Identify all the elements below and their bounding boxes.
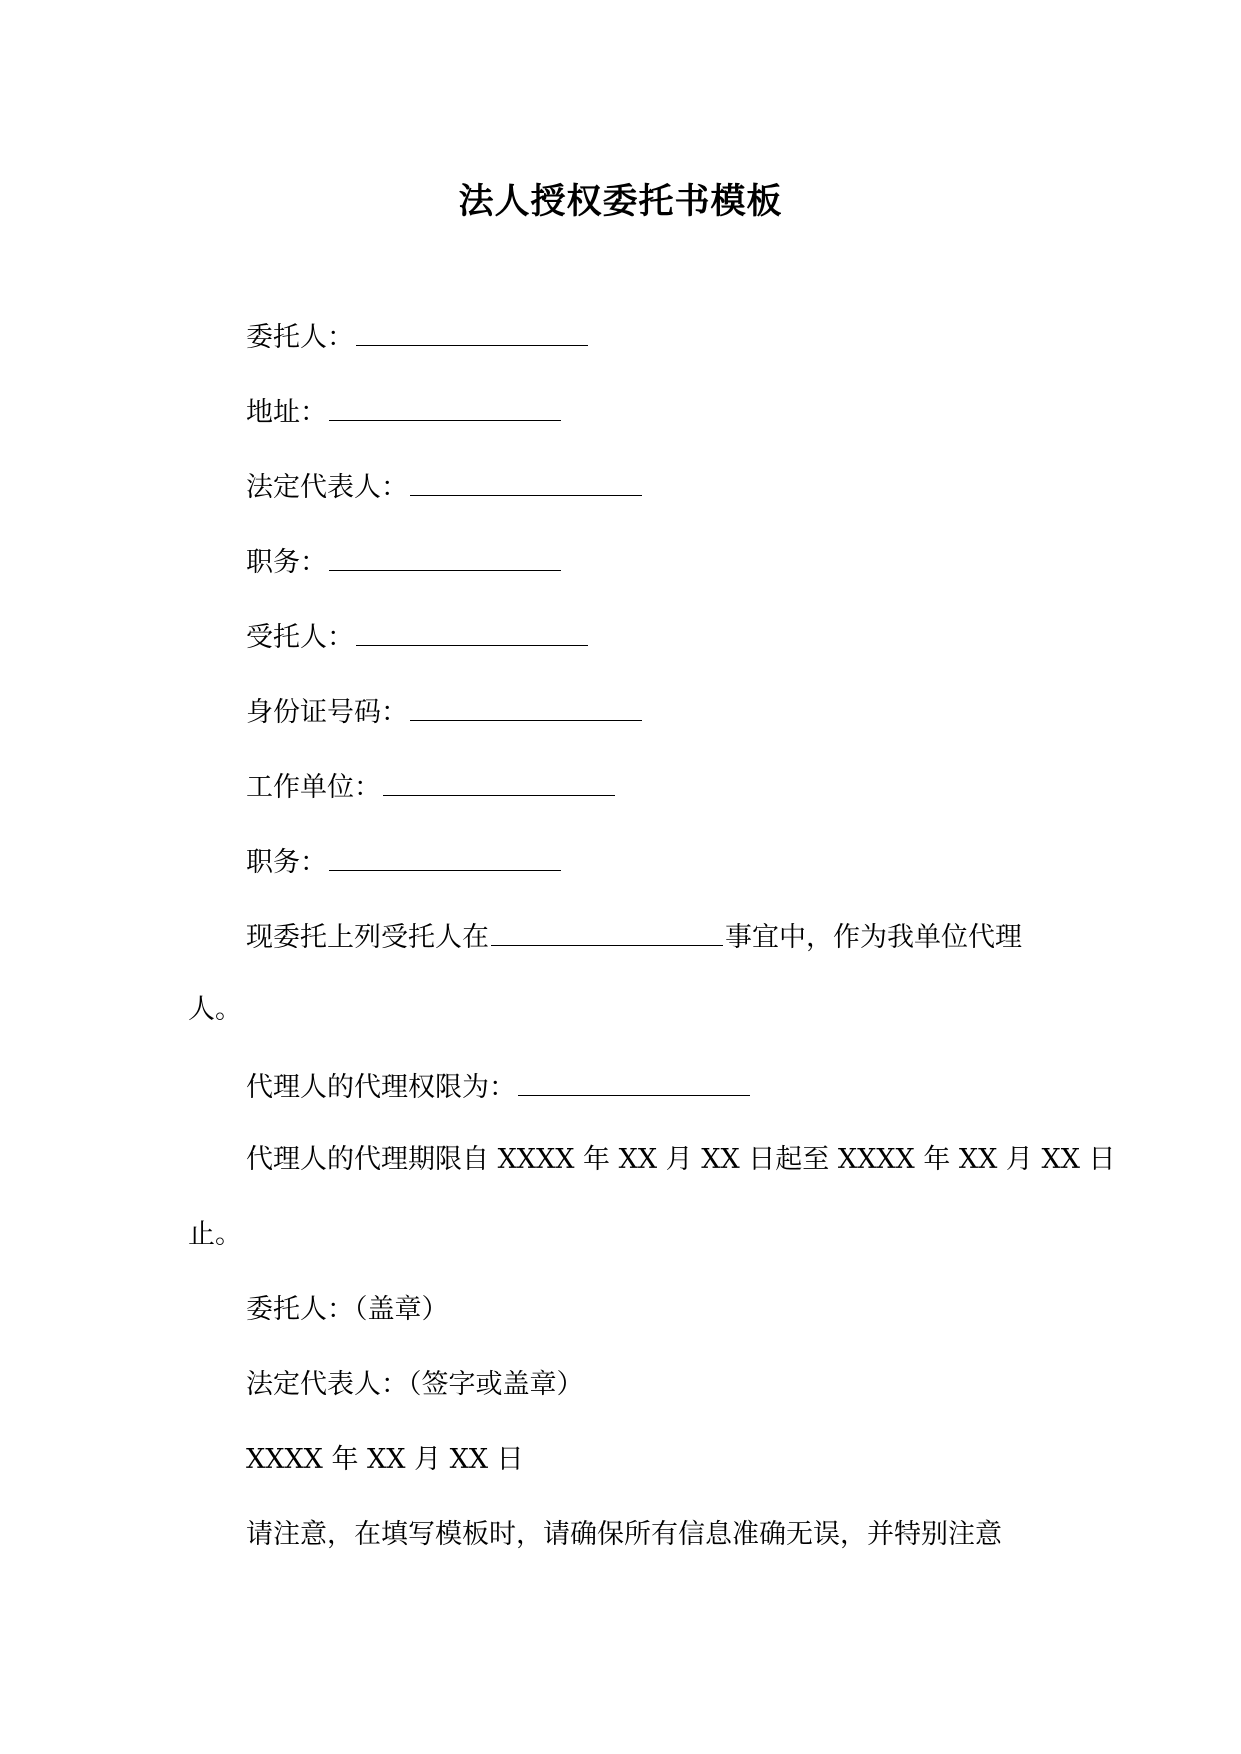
field-id-number	[246, 690, 644, 733]
field-work-unit	[246, 765, 617, 808]
field-label: 身份证号码：	[246, 697, 408, 728]
commission-paragraph	[246, 915, 1022, 958]
field-label: 地址：	[246, 397, 327, 428]
field-trustee-position	[246, 840, 563, 883]
fill-in-blank	[329, 390, 561, 421]
commission-text-end: 事宜中，作为我单位代理	[725, 922, 1022, 953]
fill-in-blank	[410, 690, 642, 721]
fill-in-blank	[383, 765, 615, 796]
field-legal-representative	[246, 465, 644, 508]
field-position	[246, 540, 563, 583]
field-label: 职务：	[246, 847, 327, 878]
field-label: 工作单位：	[246, 772, 381, 803]
term-continuation: 止。	[188, 1219, 242, 1250]
fill-in-blank	[356, 615, 588, 646]
authority-line	[246, 1065, 752, 1108]
commission-continuation: 人。	[188, 994, 242, 1025]
field-label: 职务：	[246, 547, 327, 578]
document-title: 法人授权委托书模板	[458, 181, 783, 222]
field-label: 法定代表人：	[246, 472, 408, 503]
field-label: 受托人：	[246, 622, 354, 653]
principal-seal-line: 委托人：（盖章）	[246, 1294, 449, 1325]
fill-in-blank	[410, 465, 642, 496]
term-paragraph: 代理人的代理期限自 XXXX 年 XX 月 XX 日起至 XXXX 年 XX 月 XX 日	[246, 1144, 1116, 1175]
fill-in-blank	[329, 540, 561, 571]
commission-text-start: 现委托上列受托人在	[246, 922, 489, 953]
field-label: 委托人：	[246, 322, 354, 353]
field-address	[246, 390, 563, 433]
representative-signature-line: 法定代表人：（签字或盖章）	[246, 1369, 584, 1400]
field-principal	[246, 315, 590, 358]
fill-in-blank	[491, 915, 723, 946]
fill-in-blank	[329, 840, 561, 871]
date-line: XXXX 年 XX 月 XX 日	[246, 1444, 524, 1475]
fill-in-blank	[518, 1065, 750, 1096]
field-trustee	[246, 615, 590, 658]
authority-label: 代理人的代理权限为：	[246, 1072, 516, 1103]
notice-paragraph: 请注意，在填写模板时，请确保所有信息准确无误，并特别注意	[246, 1519, 1002, 1550]
fill-in-blank	[356, 315, 588, 346]
